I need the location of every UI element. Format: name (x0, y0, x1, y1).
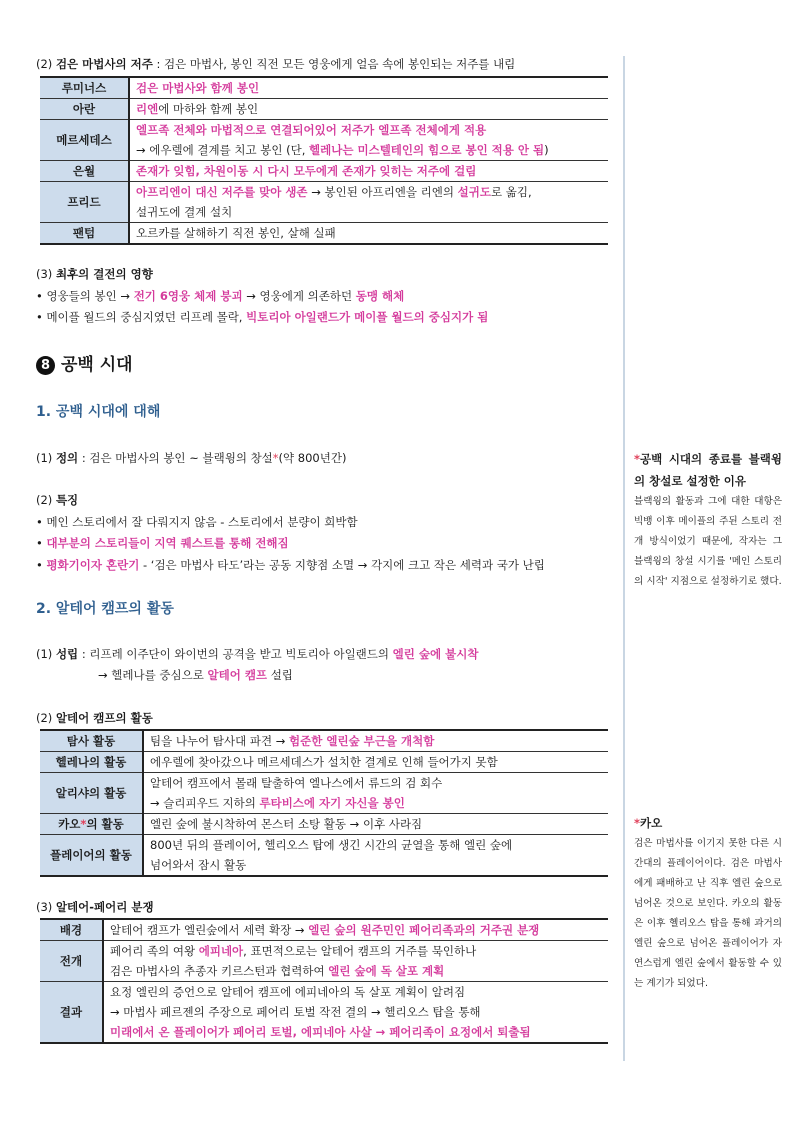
feature-bullet-1: • 메인 스토리에서 잘 다뤄지지 않음 - 스토리에서 분량이 희박함 (36, 515, 358, 529)
curse-desc: : 검은 마법사, 봉인 직전 모든 영웅에게 얼음 속에 봉인되는 저주를 내림 (152, 57, 516, 71)
row-header: 메르세데스 (40, 120, 129, 161)
cell-text: → 마법사 페르젠의 주장으로 페어리 토벌 작전 결의 → 헬리오스 탑을 통해 (110, 1005, 481, 1019)
section-2-title: 2. 알테어 캠프의 활동 (36, 601, 174, 617)
table-row (40, 120, 608, 161)
feature-bullet-3 (36, 555, 545, 575)
curse-table (40, 76, 608, 245)
cell-text: 로 옮김, (491, 185, 532, 199)
table-row (40, 161, 608, 182)
impact-bullet-2 (36, 307, 488, 327)
cell-text: 에 마하와 함께 봉인 (158, 102, 259, 116)
row-header: 플레이어의 활동 (40, 835, 143, 877)
cell-highlight: 엘프족 전체와 마법적으로 연결되어있어 저주가 엘프족 전체에게 적용 (136, 123, 487, 137)
row-header: 배경 (40, 919, 103, 941)
cell-text: 넘어와서 잠시 활동 (150, 858, 247, 872)
cell-highlight: 험준한 엘린숲 부근을 개척함 (289, 734, 435, 748)
table-row (40, 982, 608, 1044)
def-tail: (약 800년간) (278, 451, 347, 465)
table-row (40, 814, 608, 835)
table-row (40, 77, 608, 99)
cell-text: 설귀도에 결계 설치 (136, 205, 233, 219)
table-row (40, 941, 608, 982)
table-row (40, 730, 608, 752)
def-label: 정의 (55, 451, 79, 465)
table-row (40, 835, 608, 877)
table-row (40, 182, 608, 223)
note-body: 검은 마법사를 이기지 못한 다른 시간대의 플레이어이다. 검은 마법사에게 패배하고 난 직후 엘린 숲으로 넘어온 것으로 보인다. 카오의 활동은 이후 헬리오스 탑을 통해 과거의 엘린 숲으로 넘어온 플레이어가 자연스럽게 엘린 숲에서 활동할 수 있는 계기가 되었다. (634, 838, 782, 989)
cell-highlight: 리엔 (136, 102, 159, 116)
cell-highlight: 에피네아 (198, 944, 244, 958)
cell-text: → 에우렐에 결계를 치고 봉인 (단, (136, 143, 310, 157)
row-header: 아란 (40, 99, 129, 120)
cell-text: 페어리 족의 여왕 (110, 944, 199, 958)
feat-label: 특징 (55, 493, 79, 507)
conflict-table (40, 918, 608, 1044)
cell-highlight: 아프리엔이 대신 저주를 맞아 생존 (136, 185, 308, 199)
est-text: → 헬레나를 중심으로 (98, 668, 208, 682)
impact-num: (3) (36, 267, 56, 281)
table-row (40, 773, 608, 814)
def-num: (1) (36, 451, 56, 465)
circled-number-icon: 8 (36, 356, 55, 375)
chapter-title (36, 350, 133, 375)
conf-label: 알테어-페어리 분쟁 (55, 900, 154, 914)
cell-text: ) (544, 143, 549, 157)
side-note-kao (634, 812, 782, 994)
section-1-title: 1. 공백 시대에 대해 (36, 404, 161, 420)
est-label: 성립 (55, 647, 79, 661)
cell-text: 엘린 숲에 불시착하여 몬스터 소탕 활동 → 이후 사라짐 (143, 814, 608, 835)
cell-text: → 슬리피우드 지하의 (150, 796, 260, 810)
row-header: 알리샤의 활동 (40, 773, 143, 814)
cell-highlight: 엘린 숲에 독 살포 계획 (328, 964, 445, 978)
def-text: : 검은 마법사의 봉인 ~ 블랙윙의 창설 (78, 451, 273, 465)
note-body: 블랙윙의 활동과 그에 대한 대항은 빅뱅 이후 메이플의 주된 스토리 전개 방식이었기 때문에, 작자는 그 블랙윙의 창설 시기를 '메인 스토리의 시작' 지점으로 설정하기로 했다. (634, 496, 782, 587)
cell-text: 팀을 나누어 탐사대 파견 → (150, 734, 290, 748)
row-header: 결과 (40, 982, 103, 1044)
cell-text: 알테어 캠프에서 몰래 탈출하여 엘나스에서 류드의 검 회수 (150, 776, 443, 790)
definition-line (36, 448, 346, 468)
footnote-marker: * (272, 451, 279, 465)
establishment-line-2 (98, 665, 293, 685)
feat-num: (2) (36, 493, 56, 507)
bullet-highlight: 대부분의 스토리들이 지역 퀘스트를 통해 전해짐 (46, 536, 289, 550)
impact-heading (36, 264, 153, 284)
table-row (40, 919, 608, 941)
cell-highlight: 헬레나는 미스텔테인의 힘으로 봉인 적용 안 됨 (309, 143, 545, 157)
cell-text: 알테어 캠프가 엘린숲에서 세력 확장 → (110, 923, 309, 937)
feature-bullet-2 (36, 533, 289, 553)
header-text: 의 활동 (86, 817, 124, 831)
chapter-title-text: 공백 시대 (61, 355, 133, 375)
bullet-dot: • (36, 536, 47, 550)
row-header: 탐사 활동 (40, 730, 143, 752)
row-header: 헬레나의 활동 (40, 752, 143, 773)
row-header: 프리드 (40, 182, 129, 223)
cell-text: 오르카를 살해하기 직전 봉인, 살해 실패 (129, 223, 608, 245)
conflict-heading (36, 897, 154, 917)
cell-text: 검은 마법사의 추종자 키르스턴과 협력하여 (110, 964, 329, 978)
note-title-text: 카오 (640, 816, 663, 830)
footnote-marker: * (634, 816, 641, 830)
est-text: : 리프레 이주단이 와이번의 공격을 받고 빅토리아 아일랜드의 (78, 647, 393, 661)
cell-text: , 표면적으로는 알테어 캠프의 거주를 묵인하나 (243, 944, 477, 958)
row-header: 전개 (40, 941, 103, 982)
curse-title: 검은 마법사의 저주 (55, 57, 153, 71)
activities-table (40, 729, 608, 877)
bullet-text: → 영웅에게 의존하던 (242, 289, 356, 303)
features-heading (36, 490, 78, 510)
row-header: 은월 (40, 161, 129, 182)
bullet-highlight: 평화기이자 혼란기 (46, 558, 140, 572)
act-label: 알테어 캠프의 활동 (55, 711, 153, 725)
est-num: (1) (36, 647, 56, 661)
cell-highlight: 존재가 잊힘, 차원이동 시 다시 모두에게 존재가 잊히는 저주에 걸림 (136, 164, 477, 178)
establishment-line (36, 644, 478, 664)
side-note-blackwing (634, 448, 782, 592)
cell-text: 요정 엘린의 증언으로 알테어 캠프에 에피네아의 독 살포 계획이 알려짐 (110, 985, 466, 999)
row-header (40, 814, 143, 835)
bullet-text: • 영웅들의 봉인 → (36, 289, 134, 303)
footnote-marker: * (80, 817, 87, 831)
table-row (40, 99, 608, 120)
cell-highlight: 미래에서 온 플레이어가 페어리 토벌, 에피네아 사살 → 페어리족이 요정에서 퇴출됨 (110, 1025, 531, 1039)
bullet-highlight: 전기 6영웅 체제 붕괴 (133, 289, 243, 303)
row-header: 루미너스 (40, 77, 129, 99)
curse-num: (2) (36, 57, 56, 71)
note-title (634, 448, 782, 492)
bullet-dot: • (36, 558, 47, 572)
bullet-highlight: 빅토리아 아일랜드가 메이플 월드의 중심지가 됨 (246, 310, 489, 324)
table-row (40, 223, 608, 245)
impact-bullet-1 (36, 286, 404, 306)
bullet-text: - ‘검은 마법사 타도’라는 공동 지향점 소멸 → 각지에 크고 작은 세력과 국가 난립 (139, 558, 545, 572)
est-highlight: 엘린 숲에 불시착 (392, 647, 479, 661)
bullet-text: • 메이플 월드의 중심지였던 리프레 몰락, (36, 310, 247, 324)
curse-heading (36, 54, 515, 74)
impact-title: 최후의 결전의 영향 (55, 267, 153, 281)
note-title-text: 공백 시대의 종료를 블랙윙의 창설로 설정한 이유 (634, 452, 782, 488)
header-text: 카오 (58, 817, 81, 831)
est-text: 설립 (267, 668, 293, 682)
cell-text: → 봉인된 아프리엔을 리엔의 (307, 185, 458, 199)
sidebar-divider (623, 56, 625, 1061)
cell-highlight: 설귀도 (457, 185, 491, 199)
row-header: 팬텀 (40, 223, 129, 245)
cell-highlight: 엘린 숲의 원주민인 페어리족과의 거주권 분쟁 (308, 923, 540, 937)
est-highlight: 알테어 캠프 (207, 668, 268, 682)
note-title (634, 812, 782, 834)
table-row (40, 752, 608, 773)
conf-num: (3) (36, 900, 56, 914)
cell-highlight: 루타비스에 자기 자신을 봉인 (259, 796, 405, 810)
activities-heading (36, 708, 153, 728)
footnote-marker: * (634, 452, 641, 466)
bullet-highlight: 동맹 해체 (355, 289, 405, 303)
act-num: (2) (36, 711, 56, 725)
cell-text: 에우렐에 찾아갔으나 메르세데스가 설치한 결계로 인해 들어가지 못함 (143, 752, 608, 773)
cell-highlight: 검은 마법사와 함께 봉인 (136, 81, 260, 95)
cell-text: 800년 뒤의 플레이어, 헬리오스 탑에 생긴 시간의 균열을 통해 엘린 숲에 (150, 838, 513, 852)
